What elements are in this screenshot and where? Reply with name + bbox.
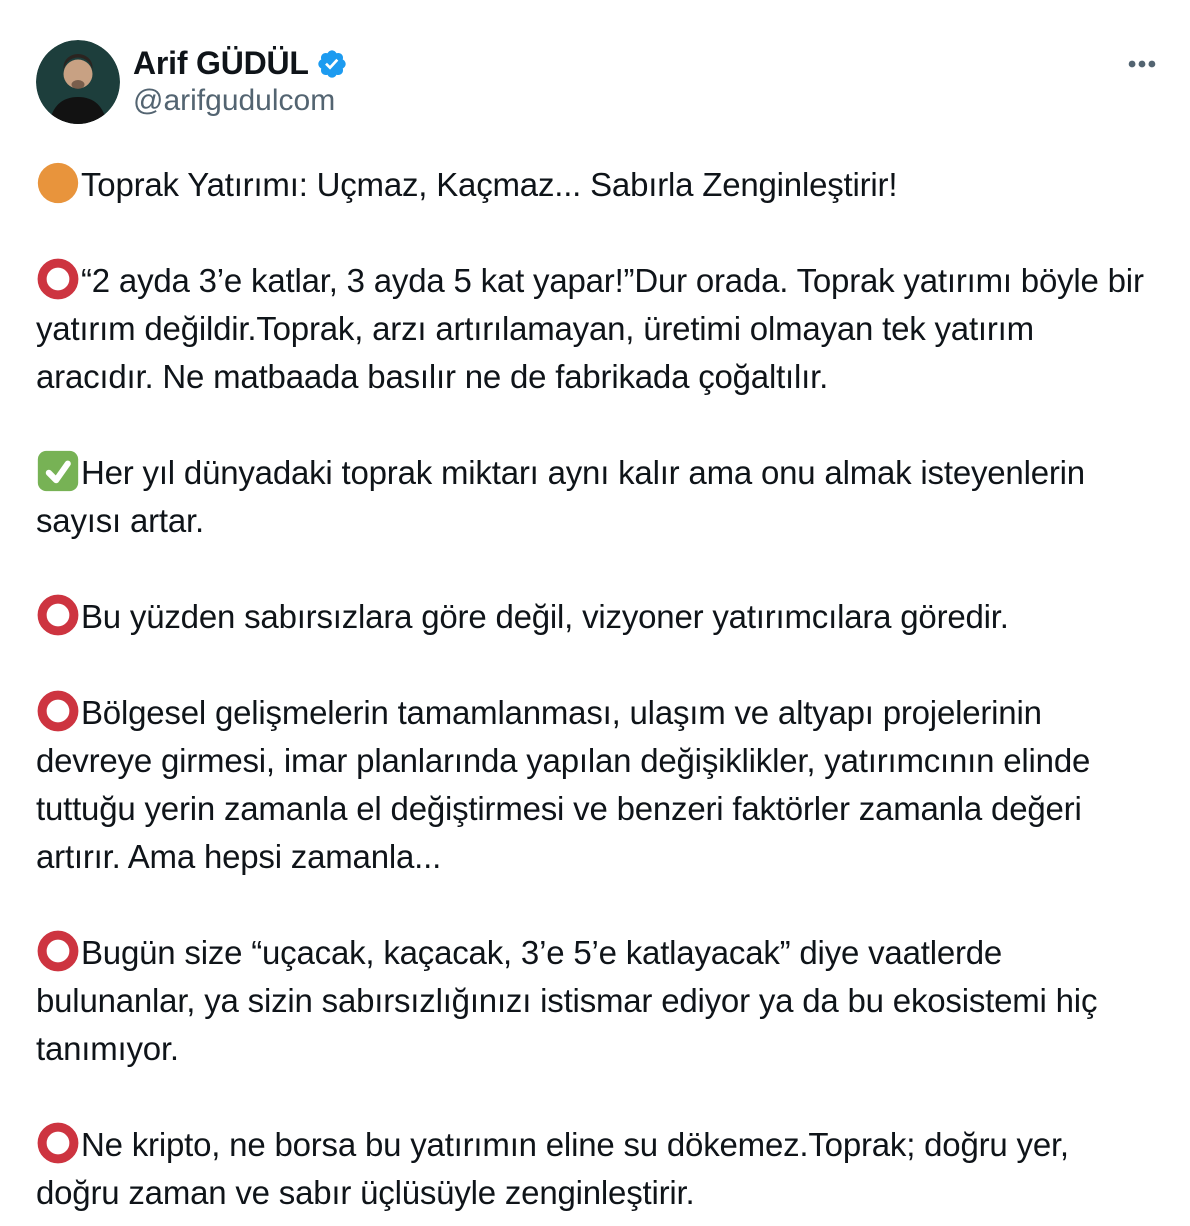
white-check-green-emoji <box>36 449 80 493</box>
orange-circle-emoji <box>36 161 80 205</box>
paragraph-text: Ne kripto, ne borsa bu yatırımın eline su dökemez.Toprak; doğru yer, doğru zaman ve sabır üçlüsüyle zenginleştirir. <box>36 1126 1069 1211</box>
tweet-paragraph <box>36 449 1156 545</box>
avatar-image <box>36 40 120 124</box>
red-hollow-circle-emoji <box>36 689 80 733</box>
tweet-text <box>36 161 1156 1217</box>
tweet-paragraph <box>36 257 1156 401</box>
paragraph-text: Toprak Yatırımı: Uçmaz, Kaçmaz... Sabırla Zenginleştirir! <box>81 166 898 203</box>
tweet-paragraph <box>36 161 1156 209</box>
paragraph-text: Bugün size “uçacak, kaçacak, 3’e 5’e katlayacak” diye vaatlerde bulunanlar, ya sizin sabırsızlığınızı istismar ediyor ya da bu ekosistemi hiç tanımıyor. <box>36 934 1098 1067</box>
red-hollow-circle-emoji <box>36 929 80 973</box>
tweet-paragraph <box>36 1121 1156 1217</box>
red-hollow-circle-emoji <box>36 257 80 301</box>
paragraph-text: Her yıl dünyadaki toprak miktarı aynı kalır ama onu almak isteyenlerin sayısı artar. <box>36 454 1085 539</box>
tweet-paragraph <box>36 689 1156 881</box>
paragraph-text: Bu yüzden sabırsızlara göre değil, vizyoner yatırımcılara göredir. <box>81 598 1009 635</box>
tweet-paragraph <box>36 929 1156 1073</box>
more-options-button[interactable] <box>1124 46 1160 82</box>
ellipsis-icon <box>1125 47 1159 81</box>
paragraph-text: Bölgesel gelişmelerin tamamlanması, ulaşım ve altyapı projelerinin devreye girmesi, imar planlarında yapılan değişiklikler, yatırımcının elinde tuttuğu yerin zamanla el değiştirmesi ve benzeri faktörler zamanla değeri artırır. Ama hepsi zamanla... <box>36 694 1091 875</box>
tweet-header <box>36 40 1156 124</box>
red-hollow-circle-emoji <box>36 1121 80 1165</box>
avatar[interactable] <box>36 40 120 124</box>
author-block <box>133 40 348 117</box>
author-handle[interactable]: @arifgudulcom <box>133 84 336 118</box>
tweet-paragraph <box>36 593 1156 641</box>
red-hollow-circle-emoji <box>36 593 80 637</box>
author-name[interactable]: Arif GÜDÜL <box>133 45 309 81</box>
verified-badge-icon <box>316 48 348 80</box>
paragraph-text: “2 ayda 3’e katlar, 3 ayda 5 kat yapar!”Dur orada. Toprak yatırımı böyle bir yatırım değildir.Toprak, arzı artırılamayan, üretimi olmayan tek yatırım aracıdır. Ne matbaada basılır ne de fabrikada çoğaltılır. <box>36 262 1144 395</box>
